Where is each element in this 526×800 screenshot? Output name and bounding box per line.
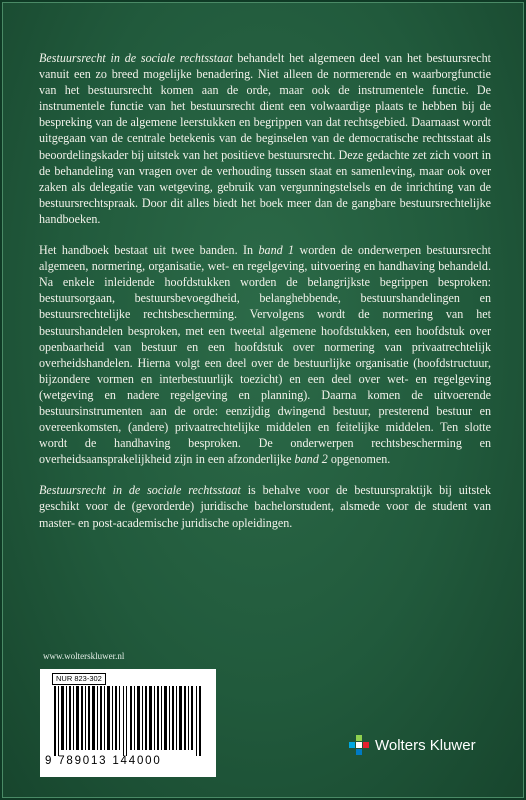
blurb: [39, 50, 491, 546]
paragraph-text: is behalve voor de bestuurspraktijk bij uitstek geschikt voor de (gevorderde) juridische bachelorstudent, alsmede voor de student van master- en post-academische juridische opleidingen.: [39, 483, 491, 530]
book-title-ref: Bestuursrecht in de sociale rechtsstaat: [39, 51, 233, 65]
isbn-number: 9 789013 144000: [45, 755, 162, 767]
band-1-ref: band 1: [258, 243, 295, 258]
publisher-name: Wolters Kluwer: [375, 736, 476, 754]
book-title-ref: Bestuursrecht in de sociale rechtsstaat: [39, 483, 241, 498]
paragraph-text: opgenomen.: [327, 452, 391, 467]
publisher-logo: [348, 734, 476, 756]
wolters-kluwer-flower-icon: [348, 734, 370, 756]
publisher-website[interactable]: www.wolterskluwer.nl: [43, 651, 125, 661]
band-2-ref: band 2: [294, 452, 328, 467]
paragraph-text: Het handboek bestaat uit twee banden. In: [39, 243, 259, 258]
nur-code: NUR 823-302: [52, 673, 106, 685]
barcode-icon: [54, 686, 204, 756]
paragraph-text: behandelt het algemeen deel van het bestuursrecht vanuit een zo breed mogelijke benadering. Niet alleen de normerende en waarborgfunctie van het bestuursrecht komen aan de orde, maar ook de instrumentele functie. De instrumentele functie van het bestuursrecht dient een volwaardige plaats te hebben bij de bespreking van de algemene leerstukken en begrippen van dat rechtsgebied. Daarnaast wordt uitgegaan van de centrale betekenis van de beginselen van de democratische rechtsstaat als beoordelingskader bij uitstek van het positieve bestuursrecht. Deze gedachte zet zich voort in de behandeling van vragen over de verhouding tussen staat en samenleving, maar ook over zaken als delegatie van wetgeving, gebruik van vergunningstelsels en de inrichting van de bestuursrechtspraak. Door dit alles biedt het boek meer dan de gangbare bestuursrechtelijke handboeken.: [39, 51, 492, 226]
blurb-paragraph-1: [39, 50, 491, 227]
barcode-panel: [40, 669, 216, 777]
paragraph-text: worden de onderwerpen bestuursrecht algemeen, normering, organisatie, wet- en regelgeving, uitvoering en handhaving behandeld. Na enkele inleidende hoofdstukken worden de belangrijkste begrippen besproken: bestuursorgaan, bestuursbevoegdheid, belanghebbende, bestuurshandelingen en bestuursrechtelijke rechtsbescherming. Vervolgens wordt de normering van het bestuurshandelen besproken, met een tweetal algemene hoofdstukken, een hoofdstuk over openbaarheid van bestuur en een hoofdstuk over normering van privaatrechtelijk overheidshandelen. Hierna volgt een deel over de bestuurlijke organisatie (hoofdstructuur, bijzondere vormen en interbestuurlijk toezicht) en een deel over wet- en regelgeving (wetgeving en nadere regelgeving en planning). Daarna komen de uitvoerende bestuursinstrumenten aan de orde: eenzijdig dwingend bestuur, presterend bestuur en overeenkomsten, (andere) privaatrechtelijke middelen en feitelijke middelen. Ten slotte wordt de handhaving besproken. De onderwerpen rechtsbescherming en overheidsaansprakelijkheid zijn in een afzonderlijke: [39, 243, 491, 467]
blurb-paragraph-2: [39, 242, 491, 467]
blurb-paragraph-3: [39, 482, 491, 530]
